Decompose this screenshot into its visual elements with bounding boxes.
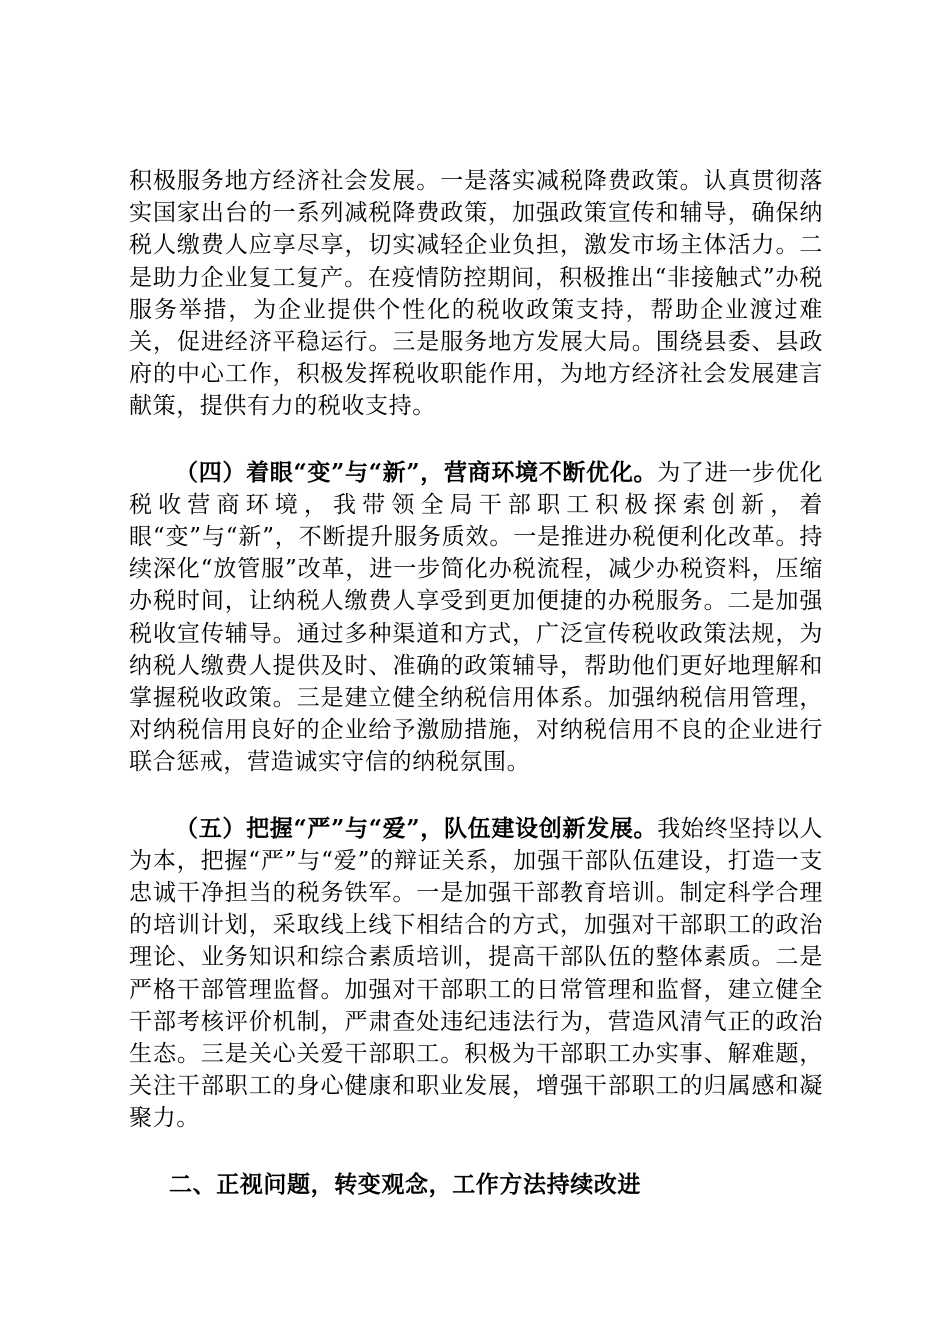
paragraph-lead-heading: （四）着眼“变”与“新”，营商环境不断优化。	[175, 458, 658, 486]
paragraph-team-building	[129, 813, 823, 1135]
paragraph-lead-heading: （五）把握“严”与“爱”，队伍建设创新发展。	[175, 814, 658, 842]
paragraph-text: 我始终坚持以人为本，把握“严”与“爱”的辩证关系，加强干部队伍建设，打造一支忠诚干净担当的税务铁军。一是加强干部教育培训。制定科学合理的培训计划，采取线上线下相结合的方式，加强对干部职工的政治理论、业务知识和综合素质培训，提高干部队伍的整体素质。二是严格干部管理监督。加强对干部职工的日常管理和监督，建立健全干部考核评价机制，严肃查处违纪违法行为，营造风清气正的政治生态。三是关心关爱干部职工。积极为干部职工办实事、解难题，关注干部职工的身心健康和职业发展，增强干部职工的归属感和凝聚力。	[129, 815, 823, 1132]
paragraph-economic-service	[129, 165, 823, 423]
paragraph-text: 积极服务地方经济社会发展。一是落实减税降费政策。认真贯彻落实国家出台的一系列减税降费政策，加强政策宣传和辅导，确保纳税人缴费人应享尽享，切实减轻企业负担，激发市场主体活力。二是助力企业复工复产。在疫情防控期间，积极推出“非接触式”办税服务举措，为企业提供个性化的税收政策支持，帮助企业渡过难关，促进经济平稳运行。三是服务地方发展大局。围绕县委、县政府的中心工作，积极发挥税收职能作用，为地方经济社会发展建言献策，提供有力的税收支持。	[129, 168, 823, 420]
paragraph-text: 为了进一步优化税收营商环境，我带领全局干部职工积极探索创新，着眼“变”与“新”，不断提升服务质效。一是推进办税便利化改革。持续深化“放管服”改革，进一步简化办税流程，减少办税资料，压缩办税时间，让纳税人缴费人享受到更加便捷的办税服务。二是加强税收宣传辅导。通过多种渠道和方式，广泛宣传税收政策法规，为纳税人缴费人提供及时、准确的政策辅导，帮助他们更好地理解和掌握税收政策。三是建立健全纳税信用体系。加强纳税信用管理，对纳税信用良好的企业给予激励措施，对纳税信用不良的企业进行联合惩戒，营造诚实守信的纳税氛围。	[129, 459, 823, 776]
document-body	[129, 165, 823, 1201]
paragraph-business-environment	[129, 457, 823, 779]
section-heading: 二、正视问题，转变观念，工作方法持续改进	[169, 1170, 641, 1198]
